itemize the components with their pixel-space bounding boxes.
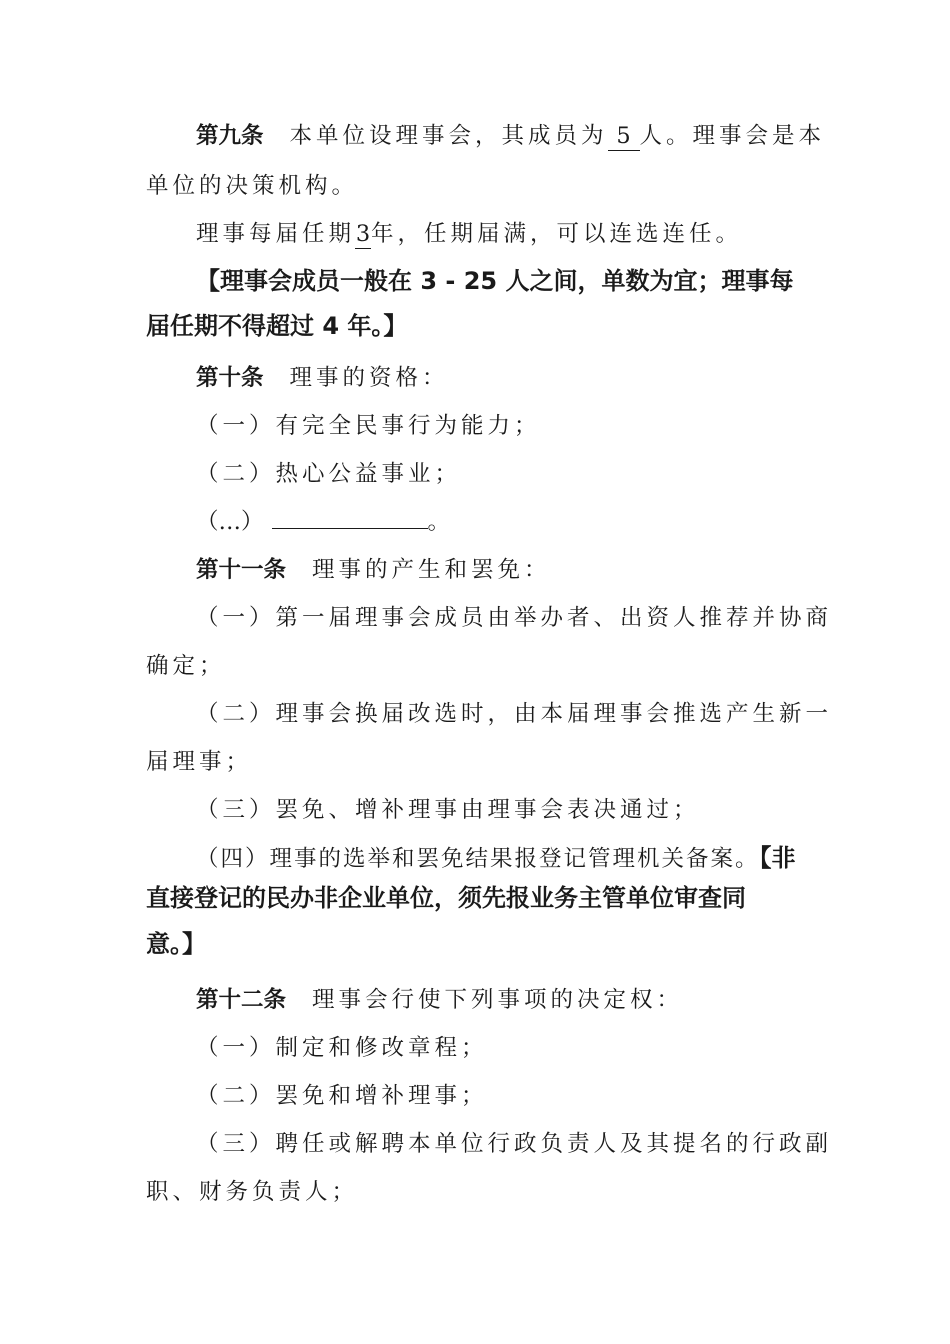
article-9-line-1 [196,120,876,152]
article-11-item-4 [196,842,876,875]
item-3-period: 。 [427,509,455,535]
article-9-text-b: 人。理事会是本 [639,123,826,149]
article-11-item-1a: （一）第一届理事会成员由举办者、出资人推荐并协商 [196,605,833,631]
article-12-item-3b: 职、财务负责人； [146,1179,359,1205]
article-11-item-2a: （二）理事会换届改选时，由本届理事会推选产生新一 [196,701,833,727]
article-11-line-1 [196,554,876,586]
article-10-heading: 第十条 [196,365,264,391]
article-10-title: 理事的资格： [289,365,449,391]
article-11-title: 理事的产生和罢免： [312,557,551,583]
article-9-line-2: 单位的决策机构。 [146,173,359,199]
article-10-item-1: （一）有完全民事行为能力； [196,413,541,439]
article-11-note-line-2: 直接登记的民办非企业单位，须先报业务主管单位审查同 [146,884,746,912]
item-3-label: （…） [196,509,264,535]
article-12-item-2: （二）罢免和增补理事； [196,1083,488,1109]
article-12-heading: 第十二条 [196,987,287,1013]
article-11-note-line-3: 意。】 [146,930,206,958]
article-11-item-2b: 届理事； [146,749,253,775]
article-10-line-1 [196,362,876,394]
term-value: 3 [355,221,371,247]
article-9-line-3 [196,218,876,250]
article-10-item-2: （二）热心公益事业； [196,461,462,487]
term-text-a: 理事每届任期 [196,221,356,247]
article-11-heading: 第十一条 [196,557,287,583]
article-9-note-line-1: 【理事会成员一般在 3 - 25 人之间，单数为宜；理事每 [196,267,794,295]
article-9-note-line-2: 届任期不得超过 4 年。】 [146,312,408,340]
article-12-item-1: （一）制定和修改章程； [196,1035,488,1061]
member-count-value: 5 [608,122,640,151]
fill-in-blank [272,506,428,529]
article-12-item-3a: （三）聘任或解聘本单位行政负责人及其提名的行政副 [196,1131,833,1157]
article-9-heading: 第九条 [196,123,264,149]
article-11-item-3: （三）罢免、增补理事由理事会表决通过； [196,797,700,823]
term-text-b: 年，任期届满，可以连选连任。 [371,221,743,247]
article-10-item-3 [196,506,876,538]
article-9-text-a: 本单位设理事会，其成员为 [289,123,608,149]
item-4-text: （四）理事的选举和罢免结果报登记管理机关备案。 [196,846,760,872]
article-12-line-1 [196,984,876,1016]
article-11-item-1b: 确定； [146,653,226,679]
article-12-title: 理事会行使下列事项的决定权： [312,987,684,1013]
item-4-note-start: 【非 [759,844,796,872]
